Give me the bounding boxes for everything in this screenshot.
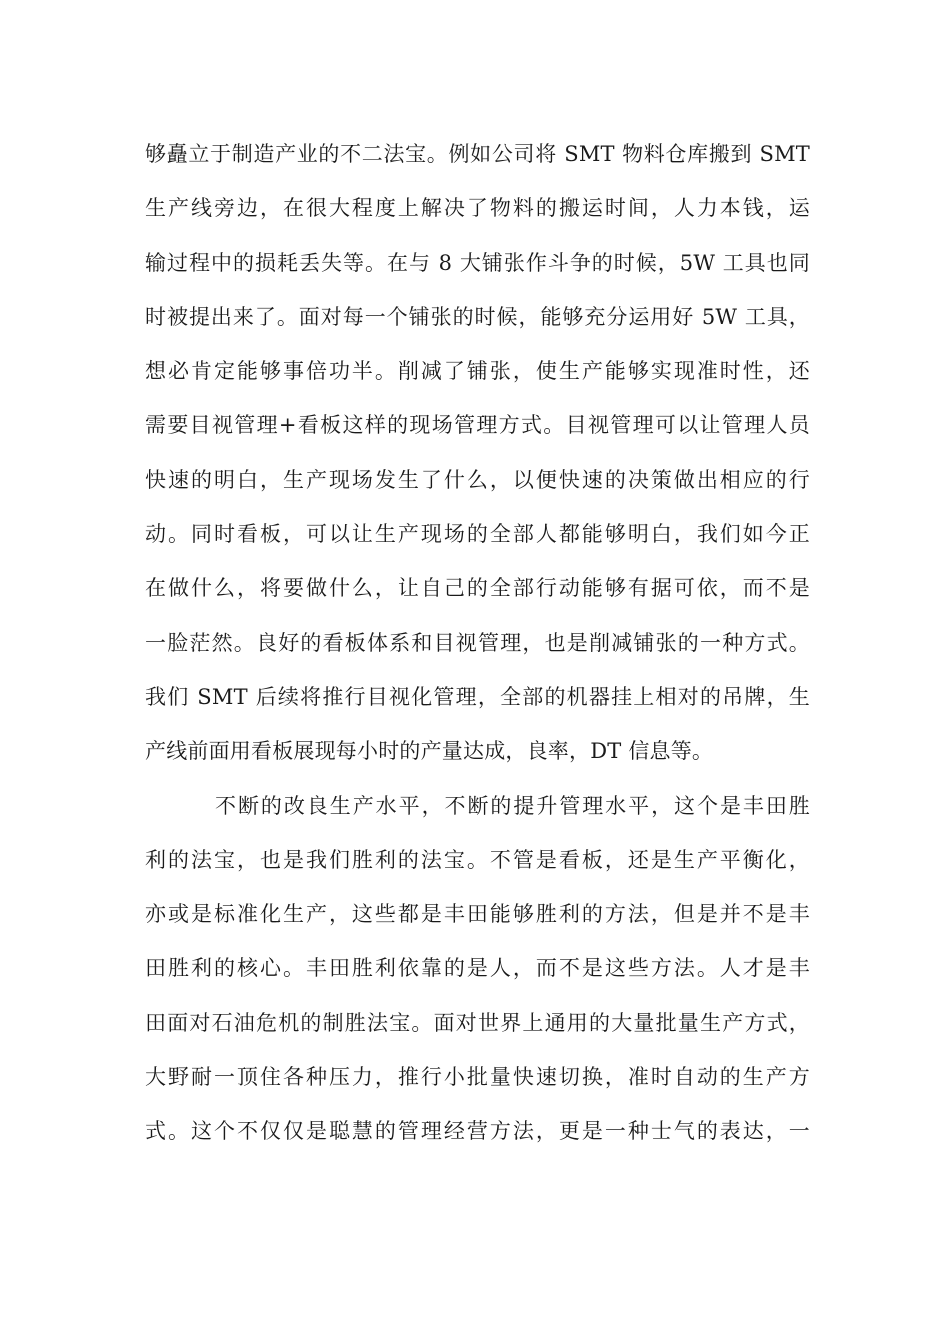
paragraph-1-line-1: 够矗立于制造产业的不二法宝。例如公司将 SMT 物料仓库搬到 SMT (145, 142, 810, 166)
paragraph-1-line-8: 动。同时看板，可以让生产现场的全部人都能够明白，我们如今正 (145, 522, 810, 547)
paragraph-1-line-4: 时被提出来了。面对每一个铺张的时候，能够充分运用好 5W 工具， (145, 304, 810, 329)
paragraph-1-line-10: 一脸茫然。良好的看板体系和目视管理，也是削减铺张的一种方式。 (145, 630, 810, 655)
paragraph-2-line-5: 田面对石油危机的制胜法宝。面对世界上通用的大量批量生产方式， (145, 1010, 810, 1035)
paragraph-1-line-2: 生产线旁边，在很大程度上解决了物料的搬运时间，人力本钱，运 (145, 196, 810, 221)
document-body (145, 127, 810, 1159)
paragraph-1-line-7: 快速的明白，生产现场发生了什么，以便快速的决策做出相应的行 (145, 467, 810, 492)
paragraph-1-line-9: 在做什么，将要做什么，让自己的全部行动能够有据可依，而不是 (145, 576, 810, 601)
paragraph-1-line-12: 产线前面用看板展现每小时的产量达成，良率，DT 信息等。 (145, 739, 714, 764)
paragraph-1-line-5: 想必肯定能够事倍功半。削减了铺张，使生产能够实现准时性，还 (145, 359, 810, 384)
paragraph-1-line-3: 输过程中的损耗丢失等。在与 8 大铺张作斗争的时候，5W 工具也同 (145, 250, 810, 275)
paragraph-2-line-4: 田胜利的核心。丰田胜利依靠的是人，而不是这些方法。人才是丰 (145, 956, 810, 981)
paragraph-1-line-11: 我们 SMT 后续将推行目视化管理，全部的机器挂上相对的吊牌，生 (145, 684, 810, 709)
paragraph-2-line-1: 不断的改良生产水平，不断的提升管理水平，这个是丰田胜 (215, 793, 810, 818)
paragraph-2-line-2: 利的法宝，也是我们胜利的法宝。不管是看板，还是生产平衡化， (145, 847, 810, 872)
paragraph-2-line-7: 式。这个不仅仅是聪慧的管理经营方法，更是一种士气的表达，一 (145, 1119, 810, 1144)
paragraph-1-line-6: 需要目视管理+看板这样的现场管理方式。目视管理可以让管理人员 (145, 413, 810, 438)
paragraph-2-line-3: 亦或是标准化生产，这些都是丰田能够胜利的方法，但是并不是丰 (145, 902, 810, 927)
paragraph-2-line-6: 大野耐一顶住各种压力，推行小批量快速切换，准时自动的生产方 (145, 1065, 810, 1090)
